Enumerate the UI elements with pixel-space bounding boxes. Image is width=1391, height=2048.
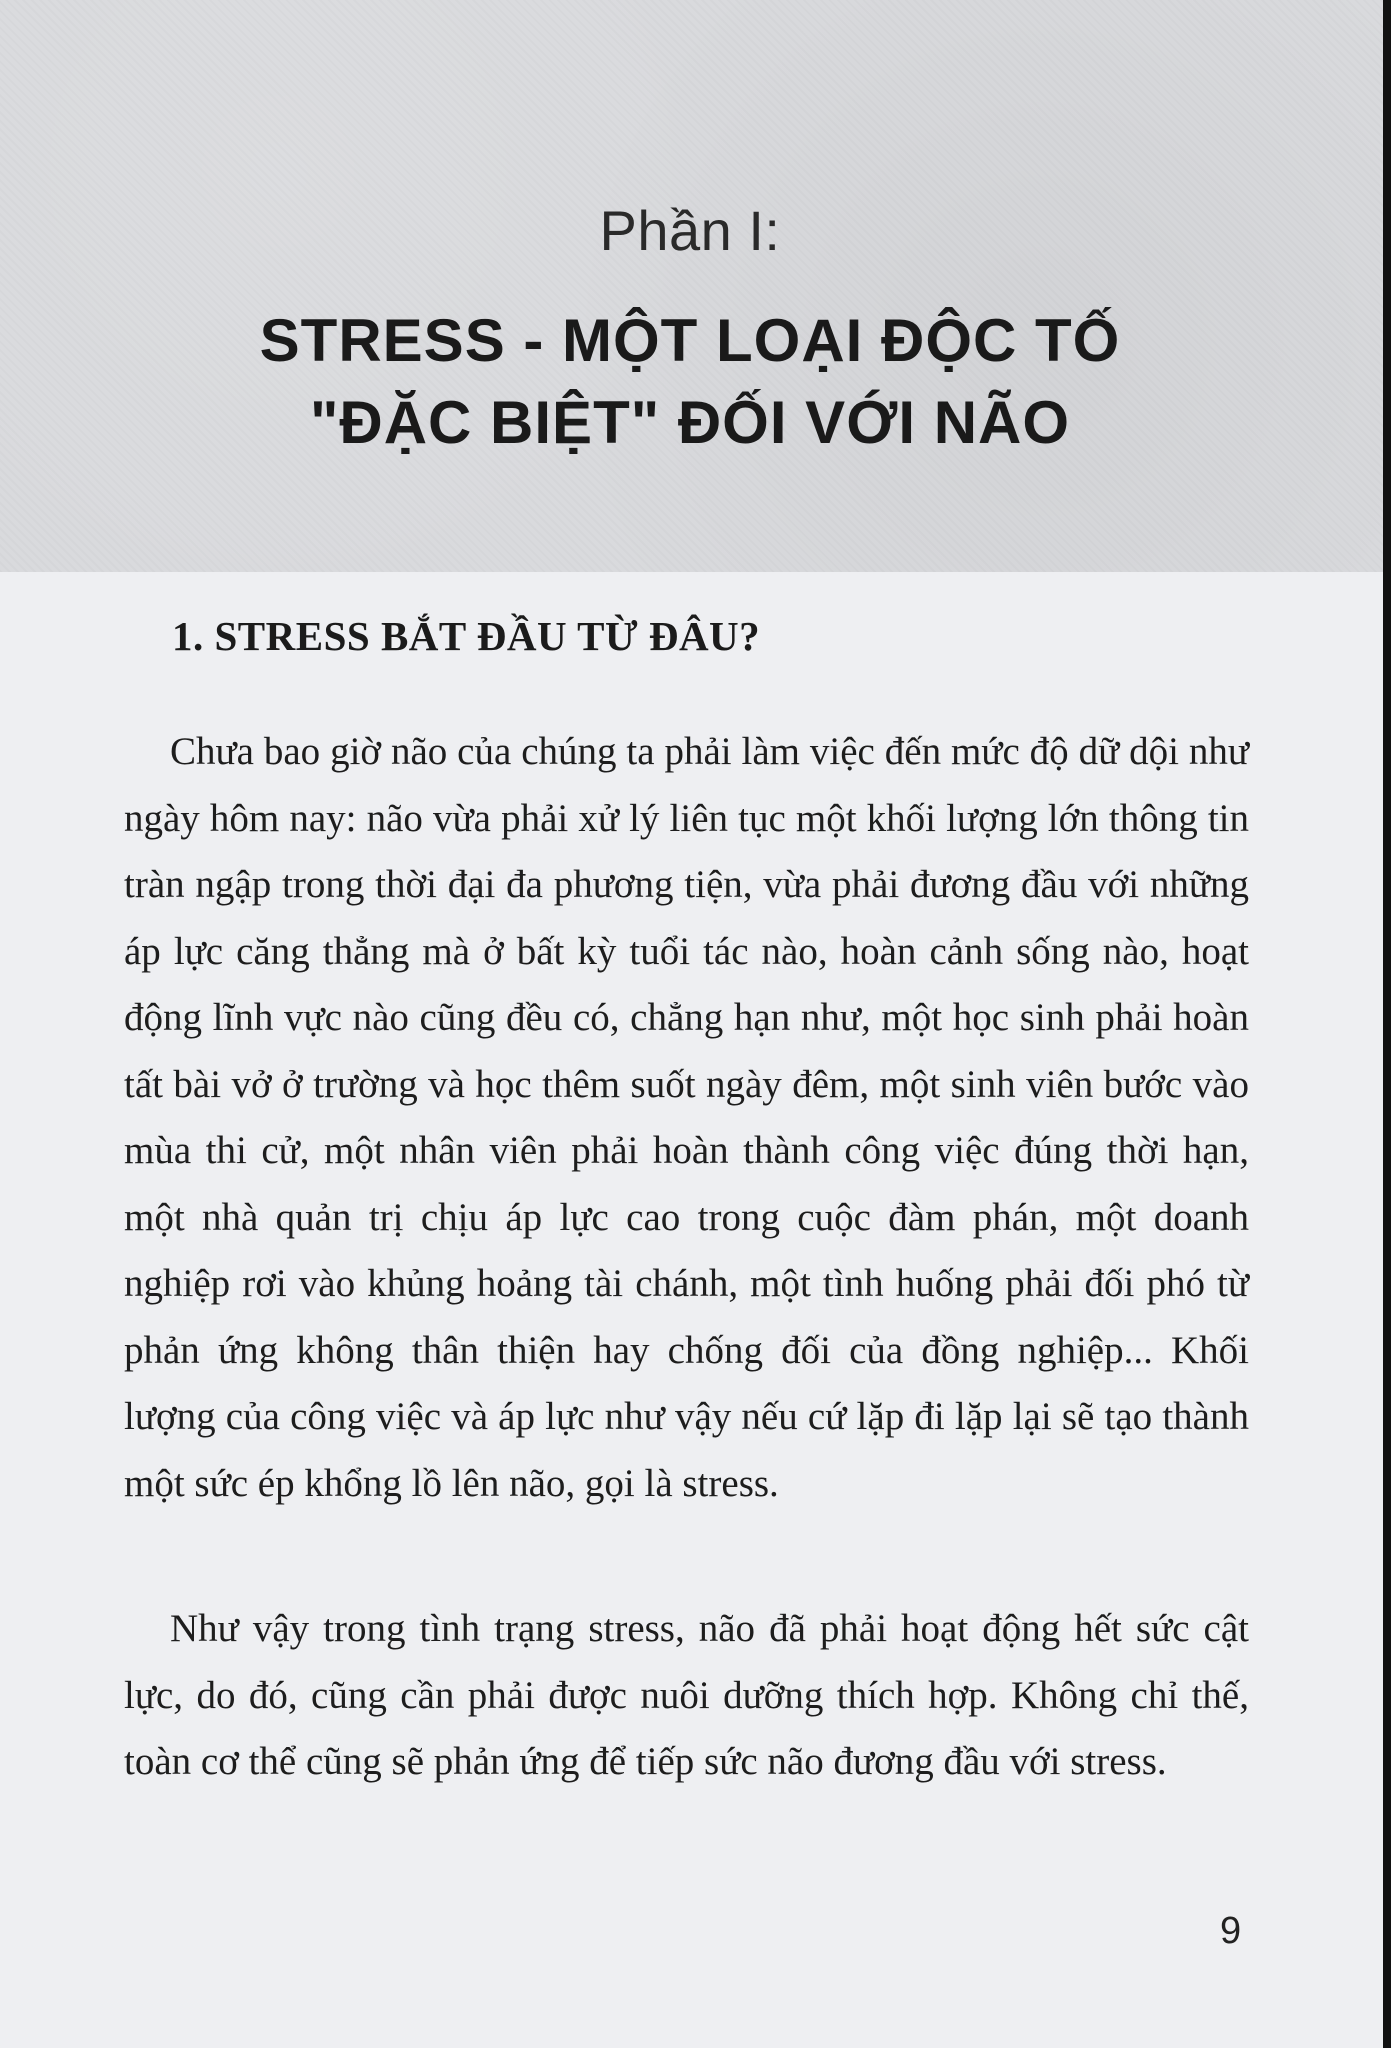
part-title-line-2: "ĐẶC BIỆT" ĐỐI VỚI NÃO	[309, 389, 1071, 456]
page-number: 9	[1220, 1910, 1242, 1952]
part-title-line-1: STRESS - MỘT LOẠI ĐỘC TỐ	[259, 307, 1121, 374]
part-title	[0, 300, 1380, 464]
chapter-header-band	[0, 0, 1391, 572]
body-paragraph: Chưa bao giờ não của chúng ta phải làm việc đến mức độ dữ dội như ngày hôm nay: não vừa phải xử lý liên tục một khối lượng lớn thông tin tràn ngập trong thời đại đa phương tiện, vừa phải đương đầu với những áp lực căng thẳng mà ở bất kỳ tuổi tác nào, hoàn cảnh sống nào, hoạt động lĩnh vực nào cũng đều có, chẳng hạn như, một học sinh phải hoàn tất bài vở ở trường và học thêm suốt ngày đêm, một sinh viên bước vào mùa thi cử, một nhân viên phải hoàn thành công việc đúng thời hạn, một nhà quản trị chịu áp lực cao trong cuộc đàm phán, một doanh nghiệp rơi vào khủng hoảng tài chánh, một tình huống phải đối phó từ phản ứng không thân thiện hay chống đối của đồng nghiệp... Khối lượng của công việc và áp lực như vậy nếu cứ lặp đi lặp lại sẽ tạo thành một sức ép khổng lồ lên não, gọi là stress.	[124, 730, 1249, 1505]
body-paragraph: Như vậy trong tình trạng stress, não đã phải hoạt động hết sức cật lực, do đó, cũng cần phải được nuôi dưỡng thích hợp. Không chỉ thế, toàn cơ thể cũng sẽ phản ứng để tiếp sức não đương đầu với stress.	[124, 1607, 1249, 1783]
part-label: Phần I:	[599, 199, 781, 262]
body-paragraph-1-block	[124, 719, 1249, 1517]
body-paragraph-2-block	[124, 1596, 1249, 1796]
page-edge-shadow	[1383, 0, 1391, 2048]
section-heading: 1. STRESS BẮT ĐẦU TỪ ĐÂU?	[172, 613, 761, 659]
